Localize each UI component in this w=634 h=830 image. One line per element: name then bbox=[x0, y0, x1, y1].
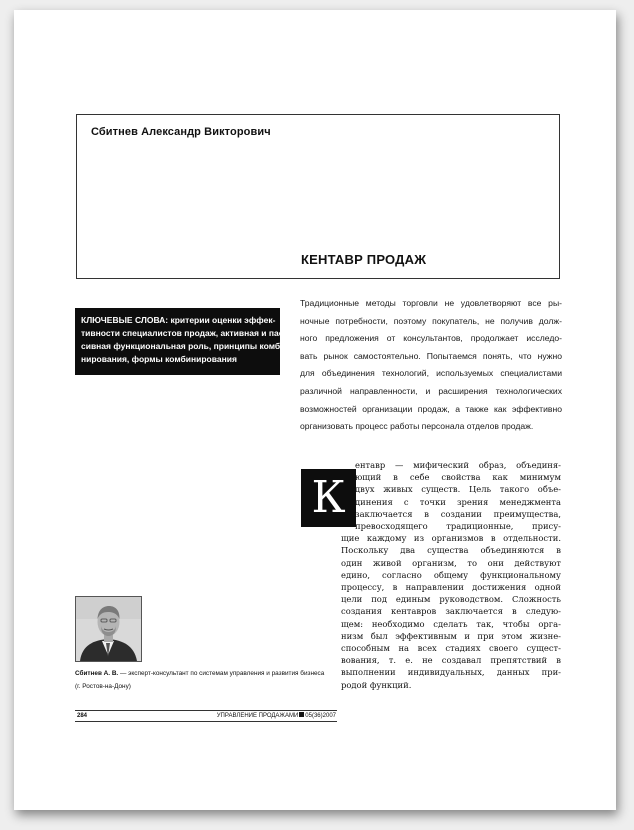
body-line: динения с точки зрения менеджмента bbox=[355, 496, 561, 507]
footer-journal bbox=[217, 711, 336, 721]
abstract-line: организовать процесс работы персонала отделов продаж. bbox=[300, 421, 534, 432]
body-line: заключается в создании преимущества, bbox=[355, 508, 561, 519]
body-line: создания кентавров заключается в следую- bbox=[341, 606, 561, 617]
body-line: щем: необходимо сделать так, чтобы орга- bbox=[341, 618, 561, 629]
author-bio bbox=[75, 667, 355, 693]
author-bio-city: (г. Ростов-на-Дону) bbox=[75, 683, 131, 690]
author-photo bbox=[75, 596, 142, 662]
body-line: Поскольку два существа объединяются в bbox=[341, 545, 561, 556]
square-bullet-icon bbox=[299, 712, 304, 717]
article-header-box bbox=[76, 114, 560, 279]
body-line: превосходящего традиционные, прису- bbox=[355, 521, 561, 532]
abstract-line: ночные потребности, поэтому покупатель, не получив долж- bbox=[300, 315, 562, 326]
author-portrait-icon bbox=[76, 597, 141, 661]
author-bio-name: Сбитнев А. В. bbox=[75, 670, 119, 677]
drop-cap: К bbox=[301, 469, 356, 527]
abstract-line: вать рынок самостоятельно. Попытаемся понять, что нужно bbox=[300, 350, 562, 361]
body-line: низм был эффективным и при этом жизне- bbox=[341, 630, 561, 641]
body-line: ющий в себе свойства как минимум bbox=[355, 472, 561, 483]
keywords-line: сивная функциональная роль, принципы комби- bbox=[81, 341, 289, 351]
body-line: едино, согласно общему функциональному bbox=[341, 569, 561, 580]
journal-name: УПРАВЛЕНИЕ ПРОДАЖАМИ bbox=[216, 713, 299, 719]
journal-issue: 05(36)2007 bbox=[305, 713, 336, 719]
article-title: КЕНТАВР ПРОДАЖ bbox=[301, 252, 427, 267]
author-name: Сбитнев Александр Викторович bbox=[91, 126, 271, 138]
author-bio-line bbox=[75, 667, 355, 680]
abstract-line: возможностей организации продаж, а также как эффективно bbox=[300, 403, 562, 414]
body-line: ентавр — мифический образ, объединя- bbox=[355, 460, 561, 470]
abstract-line: для объединения технологий, используемых специалистами bbox=[300, 368, 562, 379]
abstract-line: различной направленности, и расширения технологических bbox=[300, 385, 562, 396]
body-text bbox=[341, 459, 561, 691]
abstract bbox=[300, 295, 562, 436]
keywords-box bbox=[75, 308, 289, 375]
body-line: двух живых существ. Цель такого объе- bbox=[355, 484, 561, 495]
body-line: один живой организм, то они действуют bbox=[341, 557, 561, 568]
magazine-page bbox=[14, 10, 616, 810]
page-number: 284 bbox=[77, 713, 88, 719]
body-line: цели под единым руководством. Сложность bbox=[341, 594, 561, 605]
keywords-line: нирования, формы комбинирования bbox=[81, 354, 237, 364]
page-footer bbox=[75, 710, 337, 722]
author-bio-description: — эксперт-консультант по системам управления и развития бизнеса bbox=[118, 670, 325, 677]
body-line: выполнении индивидуальных, данных при- bbox=[341, 667, 561, 678]
body-line: щие каждому из организмов в отдельности. bbox=[341, 533, 561, 544]
body-line: процессу, в направлении достижения одной bbox=[341, 582, 561, 593]
body-line: родой функций. bbox=[341, 679, 412, 690]
keywords-line: КЛЮЧЕВЫЕ СЛОВА: критерии оценки эффек- bbox=[81, 315, 276, 325]
abstract-line: Традиционные методы торговли не удовлетворяют все ры- bbox=[300, 298, 562, 308]
abstract-line: ного предложения от консультантов, продолжает исследо- bbox=[300, 333, 562, 344]
keywords-line: тивности специалистов продаж, активная и пас- bbox=[81, 328, 287, 338]
body-line: вования, т. е. не создавал препятствий в bbox=[341, 655, 561, 666]
body-line: способным на всех стадиях своего сущест- bbox=[341, 643, 561, 654]
